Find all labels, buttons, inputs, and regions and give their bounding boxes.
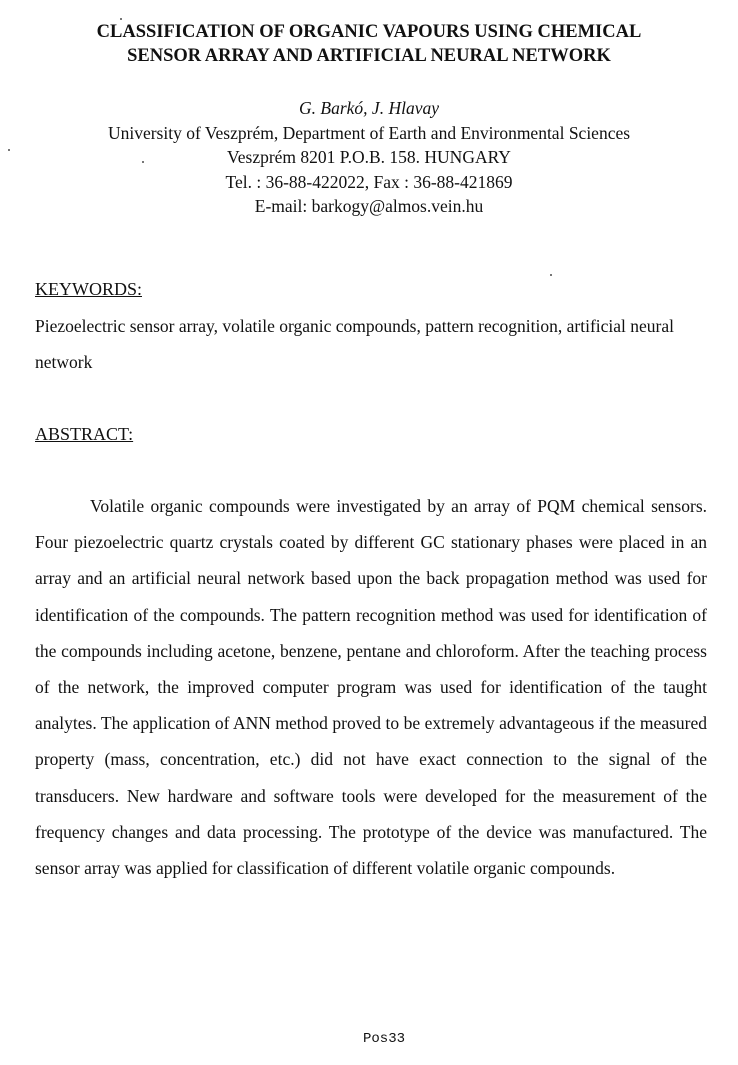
title-line-2: SENSOR ARRAY AND ARTIFICIAL NEURAL NETWORK [127, 46, 611, 66]
abstract-heading: ABSTRACT: [35, 424, 134, 444]
scan-speck [142, 161, 144, 163]
keywords-text: Piezoelectric sensor array, volatile organic compounds, pattern recognition, artificial neural network [35, 316, 674, 372]
author-email: E-mail: barkogy@almos.vein.hu [254, 196, 484, 216]
scan-speck [8, 149, 10, 151]
abstract-text: Volatile organic compounds were investigated by an array of PQM chemical sensors. Four piezoelectric quartz crystals coated by different GC stationary phases were placed in an array and an artificial neural network based upon the back propagation method was used for identification of the compounds. The pattern recognition method was used for identification of the compounds including acetone, benzene, pentane and chloroform. After the teaching process of the network, the improved computer program was used for identification of the taught analytes. The application of ANN method proved to be extremely advantageous if the measured property (mass, concentration, etc.) did not have exact connection to the signal of the transducers. New hardware and software tools were developed for the measurement of the frequency changes and data processing. The prototype of the device was manufactured. The sensor array was applied for classification of different volatile organic compounds. [35, 496, 707, 879]
title-line-1: CLASSIFICATION OF ORGANIC VAPOURS USING CHEMICAL [96, 22, 642, 42]
page-number-label: Pos33 [362, 1031, 405, 1047]
author-phone: Tel. : 36-88-422022, Fax : 36-88-421869 [225, 171, 513, 192]
author-affiliation: University of Veszprém, Department of Earth and Environmental Sciences [107, 122, 631, 143]
author-names: G. Barkó, J. Hlavay [299, 98, 439, 118]
keywords-heading: KEYWORDS: [35, 279, 142, 299]
author-address: Veszprém 8201 P.O.B. 158. HUNGARY [227, 147, 511, 167]
author-block [0, 96, 738, 219]
scan-speck [120, 18, 122, 20]
scan-speck [550, 274, 552, 276]
paper-title [0, 20, 738, 68]
